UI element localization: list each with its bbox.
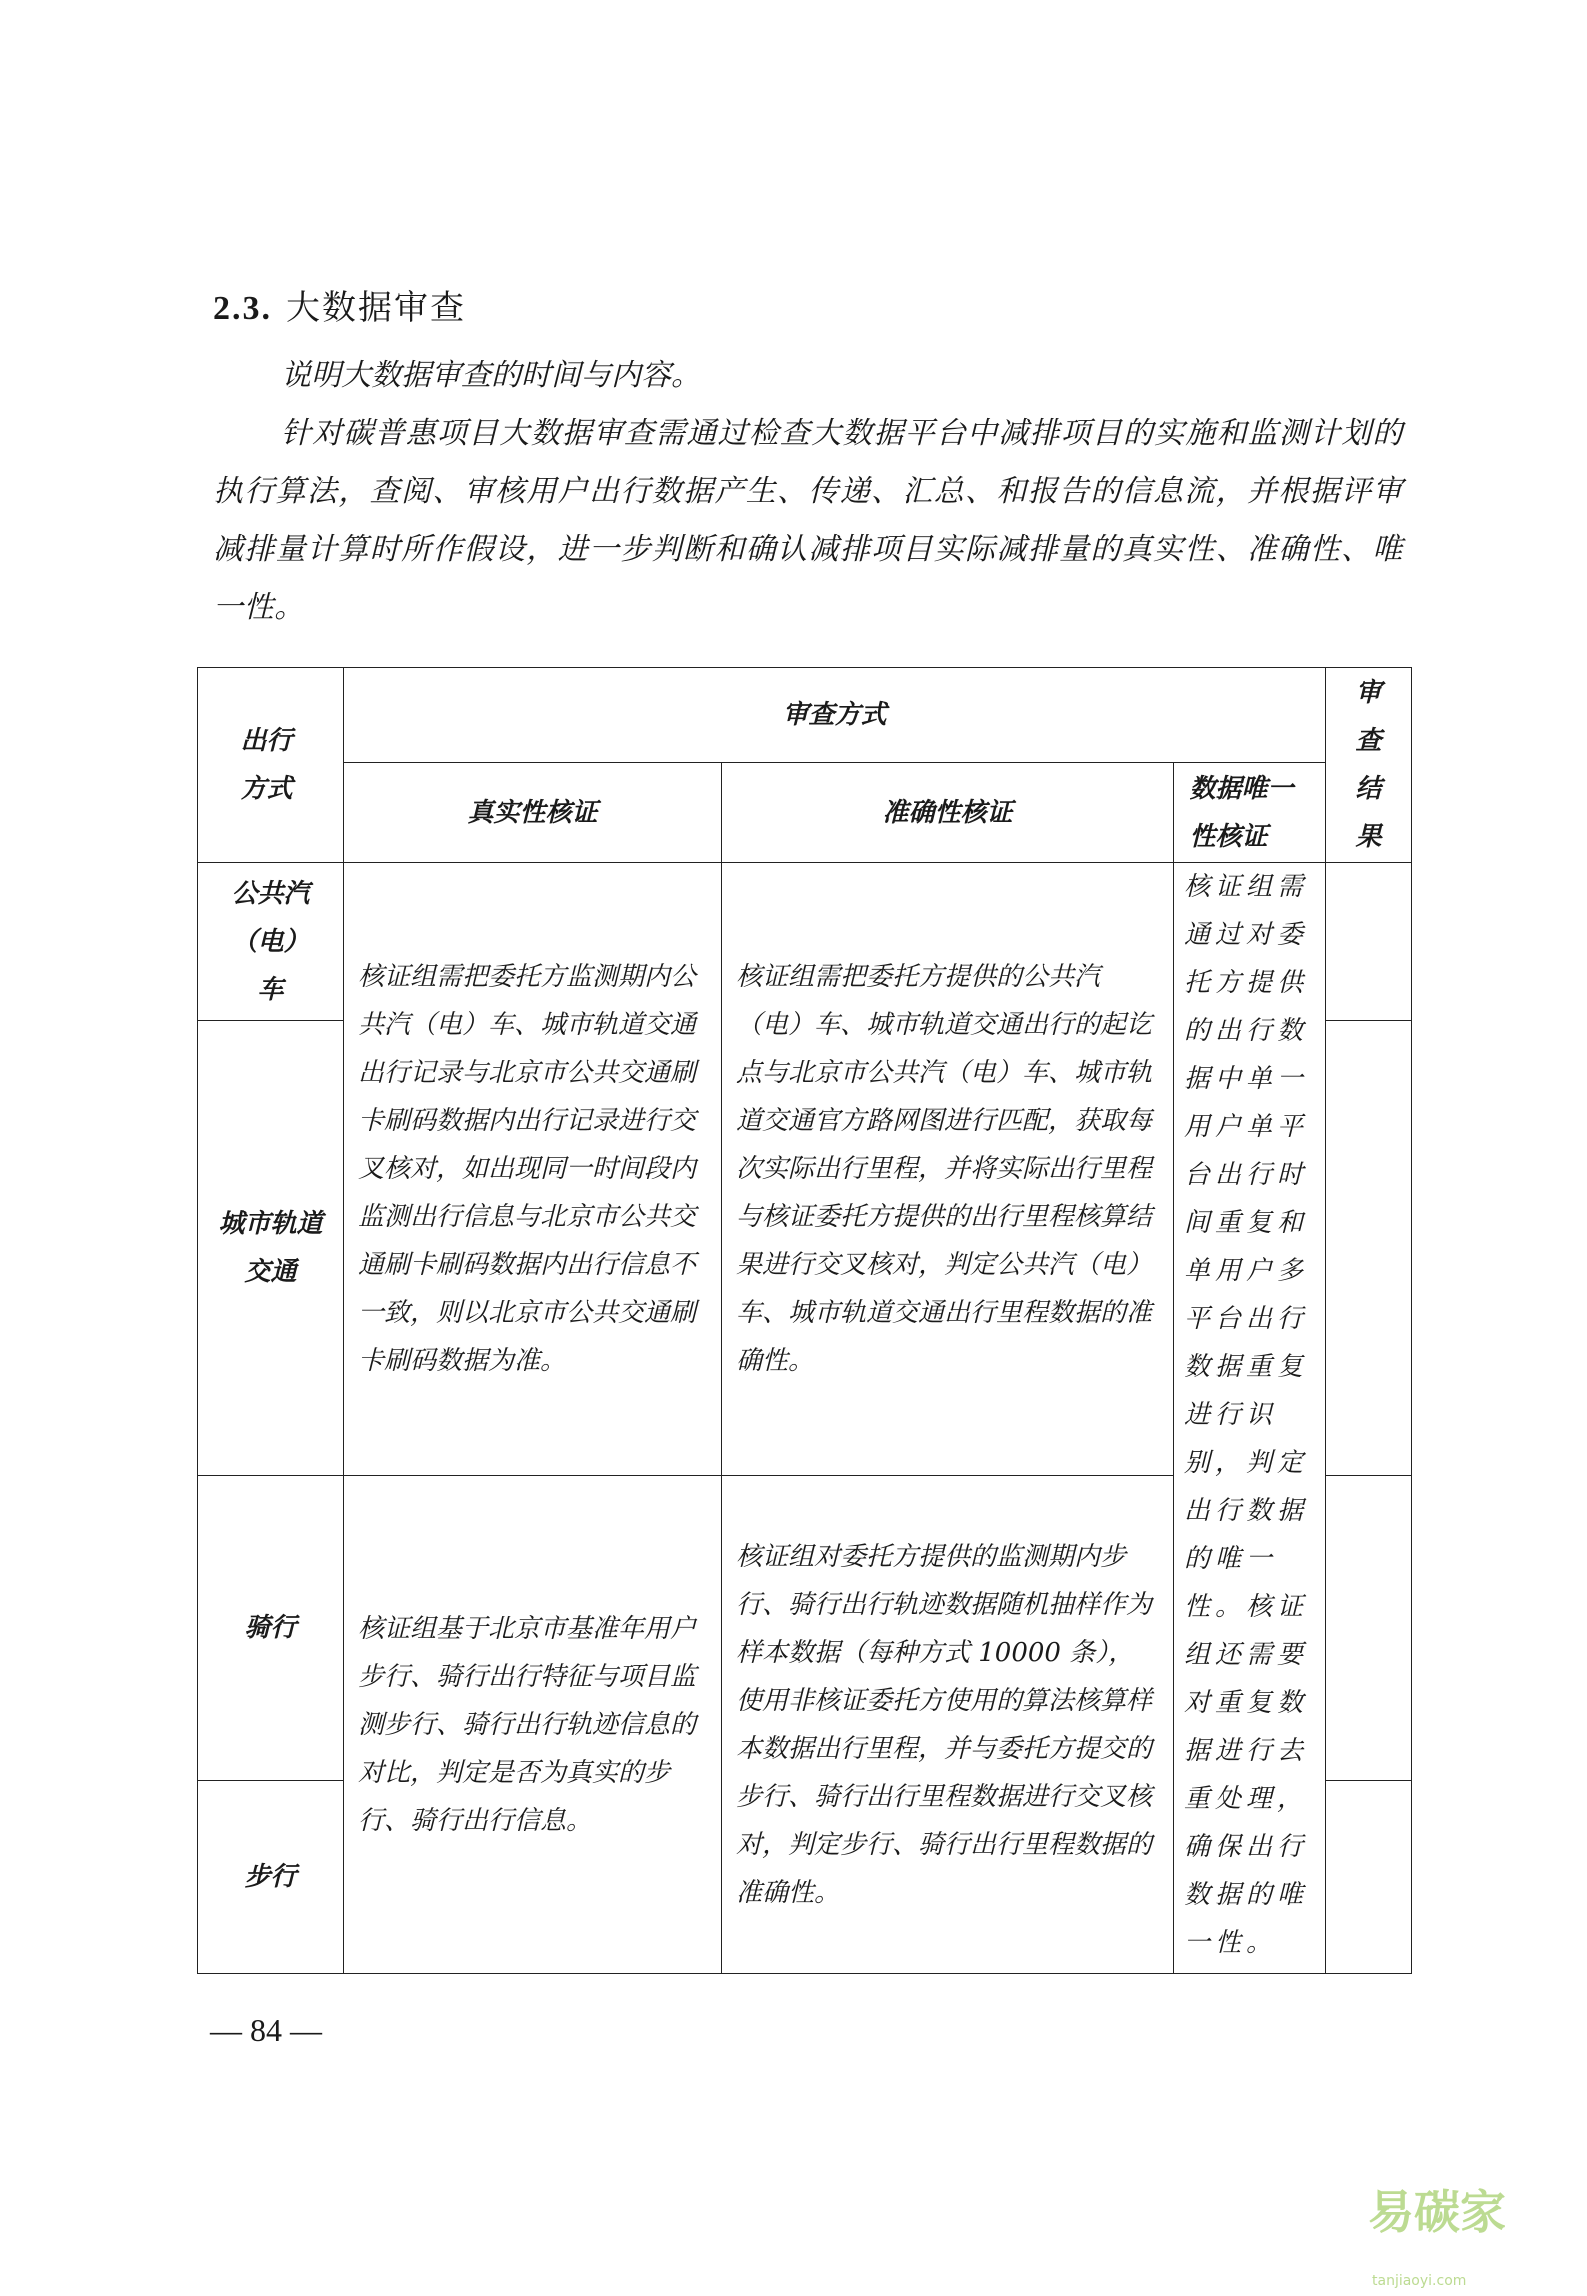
section-heading — [213, 280, 466, 329]
mode-walk: 步行 — [198, 1781, 344, 1974]
mode-rail: 城市轨道交通 — [198, 1021, 344, 1476]
header-uniqueness: 数据唯一性核证 — [1174, 763, 1326, 863]
watermark-subtext: tanjiaoyi.com — [1372, 2273, 1467, 2289]
active-accuracy-cell: 核证组对委托方提供的监测期内步行、骑行出行轨迹数据随机抽样作为样本数据（每种方式 10000 条），使用非核证委托方使用的算法核算样本数据出行里程，并与委托方提交的步行、骑行出行里程数据进行交叉核对，判定步行、骑行出行里程数据的准确性。 — [722, 1476, 1174, 1974]
audit-table — [197, 667, 1412, 1974]
header-review-method: 审查方式 — [344, 668, 1326, 763]
header-accuracy: 准确性核证 — [722, 763, 1174, 863]
watermark-text: 易碳家 — [1368, 2185, 1506, 2239]
uniqueness-cell: 核证组需通过对委托方提供的出行数据中单一用户单平台出行时间重复和单用户多平台出行数据重复进行识别，判定出行数据的唯一性。核证组还需要对重复数据进行去重处理，确保出行数据的唯一性。 — [1174, 863, 1326, 1974]
result-rail[interactable] — [1326, 1021, 1412, 1476]
section-number: 2.3. — [213, 290, 272, 327]
mode-cycle: 骑行 — [198, 1476, 344, 1781]
watermark-logo — [1368, 2176, 1587, 2296]
header-authenticity: 真实性核证 — [344, 763, 722, 863]
transit-accuracy-cell: 核证组需把委托方提供的公共汽（电）车、城市轨道交通出行的起讫点与北京市公共汽（电）车、城市轨道交通官方路网图进行匹配，获取每次实际出行里程，并将实际出行里程与核证委托方提供的出行里程核算结果进行交叉核对，判定公共汽（电）车、城市轨道交通出行里程数据的准确性。 — [722, 863, 1174, 1476]
intro-paragraph: 说明大数据审查的时间与内容。 — [281, 358, 701, 393]
header-mode: 出行方式 — [198, 668, 344, 863]
transit-authenticity-cell: 核证组需把委托方监测期内公共汽（电）车、城市轨道交通出行记录与北京市公共交通刷卡刷码数据内出行记录进行交叉核对，如出现同一时间段内监测出行信息与北京市公共交通刷卡刷码数据内出行信息不一致，则以北京市公共交通刷卡刷码数据为准。 — [344, 863, 722, 1476]
result-cycle[interactable] — [1326, 1476, 1412, 1781]
mode-bus: 公共汽（电）车 — [198, 863, 344, 1021]
result-bus[interactable] — [1326, 863, 1412, 1021]
active-authenticity-cell: 核证组基于北京市基准年用户步行、骑行出行特征与项目监测步行、骑行出行轨迹信息的对比，判定是否为真实的步行、骑行出行信息。 — [344, 1476, 722, 1974]
page-number: — 84 — — [210, 2012, 322, 2048]
header-result: 审查结果 — [1326, 668, 1412, 863]
section-title: 大数据审查 — [286, 288, 466, 328]
result-walk[interactable] — [1326, 1781, 1412, 1974]
body-paragraph: 针对碳普惠项目大数据审查需通过检查大数据平台中减排项目的实施和监测计划的执行算法，查阅、审核用户出行数据产生、传递、汇总、和报告的信息流，并根据评审减排量计算时所作假设，进一步判断和确认减排项目实际减排量的真实性、准确性、唯一性。 — [213, 416, 1403, 625]
